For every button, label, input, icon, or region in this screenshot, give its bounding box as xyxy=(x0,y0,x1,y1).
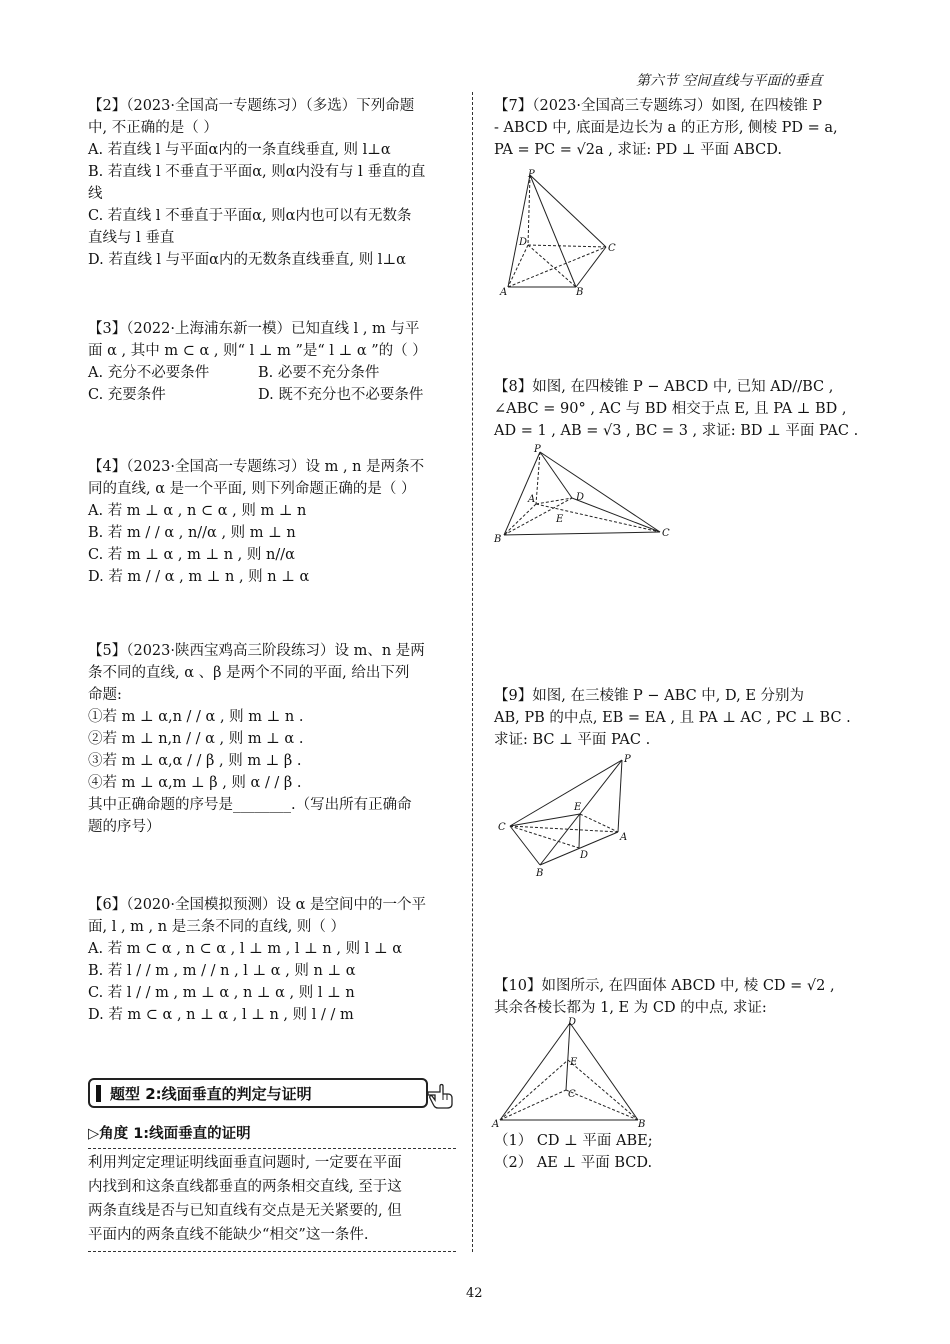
fig7-label: C xyxy=(608,243,616,254)
q3-line: 【3】（2022·上海浦东新一模）已知直线 l , m 与平 xyxy=(88,321,420,337)
q3-options-row xyxy=(88,384,427,406)
fig10-label: B xyxy=(638,1119,646,1130)
fig9-label: E xyxy=(574,802,582,813)
section-header: 第六节 空间直线与平面的垂直 xyxy=(636,73,823,89)
tip-line: 内找到和这条直线都垂直的两条相交直线, 至于这 xyxy=(88,1179,402,1195)
fig10-label: C xyxy=(568,1089,576,1100)
q6-line: 【6】（2020·全国模拟预测）设 α 是空间中的一个平 xyxy=(88,897,426,913)
fig8-label: C xyxy=(662,528,670,539)
type-heading-box xyxy=(88,1078,428,1108)
fig8-label: P xyxy=(534,444,541,455)
question-4 xyxy=(88,456,424,588)
page-number: 42 xyxy=(466,1286,483,1301)
question-8 xyxy=(494,376,858,442)
q5-statement: ②若 m ⊥ n,n / / α , 则 m ⊥ α . xyxy=(88,731,304,747)
q4-option-c: C. 若 m ⊥ α , m ⊥ n , 则 n//α xyxy=(88,547,295,563)
q4-option-d: D. 若 m / / α , m ⊥ n , 则 n ⊥ α xyxy=(88,569,310,585)
q9-line: 【9】如图, 在三棱锥 P − ABC 中, D, E 分别为 xyxy=(494,688,805,704)
q5-line: 其中正确命题的序号是________.（写出所有正确命 xyxy=(88,797,412,813)
q6-option-b: B. 若 l / / m , m / / n , l ⊥ α , 则 n ⊥ α xyxy=(88,963,356,979)
question-10-parts xyxy=(494,1130,653,1174)
q10-line: 【10】如图所示, 在四面体 ABCD 中, 棱 CD = √2 , xyxy=(494,978,835,994)
q2-line: 【2】（2023·全国高一专题练习）（多选）下列命题 xyxy=(88,98,415,114)
q9-line: 求证: BC ⊥ 平面 PAC . xyxy=(494,732,651,748)
fig9-label: P xyxy=(624,754,631,765)
question-6 xyxy=(88,894,426,1026)
q4-option-a: A. 若 m ⊥ α , n ⊂ α , 则 m ⊥ n xyxy=(88,503,307,519)
figure-9-tetrahedron xyxy=(492,750,642,880)
fig8-label: A xyxy=(528,494,536,505)
q3-line: 面 α , 其中 m ⊂ α , 则“ l ⊥ m ”是“ l ⊥ α ”的（ ） xyxy=(88,343,427,359)
method-tip-box xyxy=(88,1148,456,1252)
figure-8-pyramid xyxy=(490,440,680,550)
q6-option-c: C. 若 l / / m , m ⊥ α , n ⊥ α , 则 l ⊥ n xyxy=(88,985,355,1001)
q8-line: AD = 1 , AB = √3 , BC = 3 , 求证: BD ⊥ 平面 PAC . xyxy=(494,423,859,439)
fig9-label: A xyxy=(620,832,628,843)
question-2 xyxy=(88,95,425,271)
fig8-label: E xyxy=(556,514,564,525)
q2-line: 线 xyxy=(88,186,103,202)
tip-line: 平面内的两条直线不能缺少“相交”这一条件. xyxy=(88,1227,369,1243)
question-9 xyxy=(494,685,851,751)
q10-part-1: （1） CD ⊥ 平面 ABE; xyxy=(494,1133,653,1149)
fig7-label: P xyxy=(528,169,535,180)
q3-option-b: B. 必要不充分条件 xyxy=(258,365,380,381)
q3-option-a: A. 充分不必要条件 xyxy=(88,365,210,381)
fig10-label: D xyxy=(568,1017,577,1028)
q10-part-2: （2） AE ⊥ 平面 BCD. xyxy=(494,1155,653,1171)
fig7-label: A xyxy=(500,287,508,298)
q4-line: 【4】（2023·全国高一专题练习）设 m , n 是两条不 xyxy=(88,459,425,475)
fig9-label: C xyxy=(498,822,506,833)
fig7-label: B xyxy=(576,287,584,298)
tip-line: 利用判定定理证明线面垂直问题时, 一定要在平面 xyxy=(88,1155,402,1171)
q4-line: 同的直线, α 是一个平面, 则下列命题正确的是（ ） xyxy=(88,481,416,497)
q3-option-c: C. 充要条件 xyxy=(88,387,166,403)
fig8-label: D xyxy=(576,492,585,503)
q5-statement: ④若 m ⊥ α,m ⊥ β , 则 α / / β . xyxy=(88,775,302,791)
q7-line: - ABCD 中, 底面是边长为 a 的正方形, 侧棱 PD = a, xyxy=(494,120,838,136)
q6-option-a: A. 若 m ⊂ α , n ⊂ α , l ⊥ m , l ⊥ n , 则 l ⊥ α xyxy=(88,941,402,957)
q2-line: 中, 不正确的是（ ） xyxy=(88,120,218,136)
fig7-label: D xyxy=(519,237,528,248)
question-5 xyxy=(88,640,425,838)
tip-line: 两条直线是否与已知直线有交点是无关紧要的, 但 xyxy=(88,1203,402,1219)
fig9-label: D xyxy=(580,850,589,861)
q2-option-b: B. 若直线 l 不垂直于平面α, 则α内没有与 l 垂直的直 xyxy=(88,164,426,180)
angle-heading: ▷角度 1:线面垂直的证明 xyxy=(88,1126,251,1142)
q7-line: PA = PC = √2a , 求证: PD ⊥ 平面 ABCD. xyxy=(494,142,782,158)
q7-line: 【7】（2023·全国高三专题练习）如图, 在四棱锥 P xyxy=(494,98,823,114)
q6-option-d: D. 若 m ⊂ α , n ⊥ α , l ⊥ n , 则 l / / m xyxy=(88,1007,354,1023)
heading-bar xyxy=(96,1085,101,1102)
q2-option-a: A. 若直线 l 与平面α内的一条直线垂直, 则 l⊥α xyxy=(88,142,391,158)
q5-statement: ③若 m ⊥ α,α / / β , 则 m ⊥ β . xyxy=(88,753,302,769)
q3-options-row xyxy=(88,362,427,384)
fig9-label: B xyxy=(536,868,544,879)
pointing-hand-icon xyxy=(426,1080,460,1110)
q2-option-c: C. 若直线 l 不垂直于平面α, 则α内也可以有无数条 xyxy=(88,208,412,224)
q4-option-b: B. 若 m / / α , n//α , 则 m ⊥ n xyxy=(88,525,296,541)
question-10 xyxy=(494,975,835,1019)
q5-line: 命题: xyxy=(88,687,122,703)
q8-line: 【8】如图, 在四棱锥 P − ABCD 中, 已知 AD//BC , xyxy=(494,379,834,395)
q5-line: 题的序号） xyxy=(88,819,161,835)
fig10-label: E xyxy=(570,1057,578,1068)
column-divider xyxy=(472,92,473,1252)
question-3 xyxy=(88,318,427,406)
figure-7-pyramid xyxy=(494,165,624,300)
fig10-label: A xyxy=(492,1119,500,1130)
q5-line: 条不同的直线, α 、β 是两个不同的平面, 给出下列 xyxy=(88,665,410,681)
q5-line: 【5】（2023·陕西宝鸡高三阶段练习）设 m、n 是两 xyxy=(88,643,425,659)
q3-option-d: D. 既不充分也不必要条件 xyxy=(258,387,424,403)
figure-10-tetrahedron xyxy=(490,1015,650,1130)
q2-option-d: D. 若直线 l 与平面α内的无数条直线垂直, 则 l⊥α xyxy=(88,252,406,268)
q9-line: AB, PB 的中点, EB = EA , 且 PA ⊥ AC , PC ⊥ BC . xyxy=(494,710,851,726)
question-7 xyxy=(494,95,838,161)
q5-statement: ①若 m ⊥ α,n / / α , 则 m ⊥ n . xyxy=(88,709,304,725)
fig8-label: B xyxy=(494,534,502,545)
q8-line: ∠ABC = 90° , AC 与 BD 相交于点 E, 且 PA ⊥ BD , xyxy=(494,401,847,417)
q2-line: 直线与 l 垂直 xyxy=(88,230,175,246)
q10-line: 其余各棱长都为 1, E 为 CD 的中点, 求证: xyxy=(494,1000,767,1016)
q6-line: 面, l , m , n 是三条不同的直线, 则（ ） xyxy=(88,919,346,935)
type-heading: 题型 2:线面垂直的判定与证明 xyxy=(110,1085,312,1103)
